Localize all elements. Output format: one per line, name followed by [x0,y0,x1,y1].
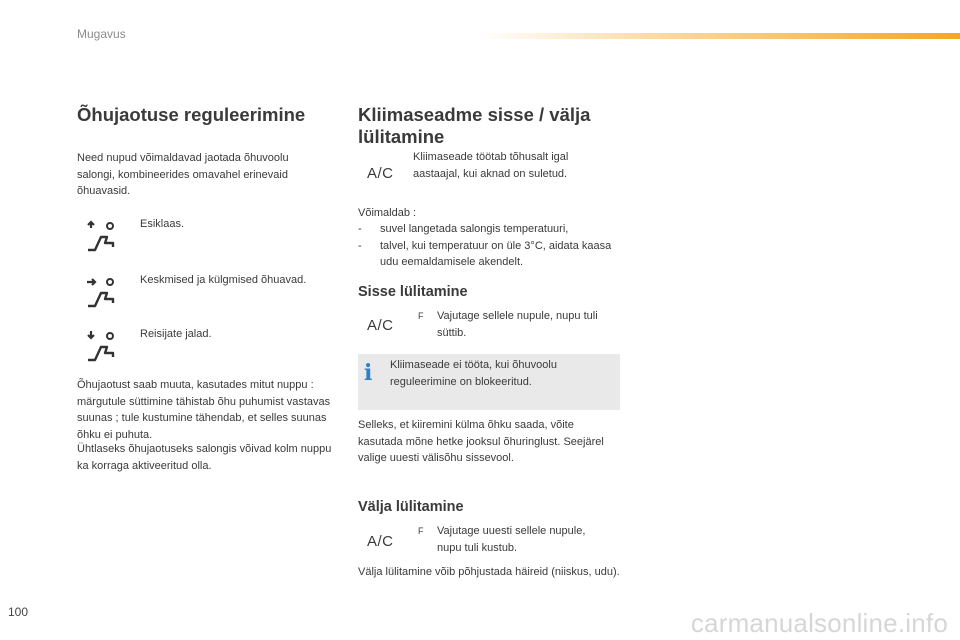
vent-label-footwell: Reisijate jalad. [140,328,212,340]
arrow-bullet-icon: F [418,526,424,536]
windscreen-vent-icon [85,220,125,256]
ac-on-step: F Vajutage sellele nupule, nupu tuli süttib. [418,310,598,339]
ac-button-icon: A/C [367,165,394,182]
airflow-intro: Need nupud võimaldavad jaotada õhuvoolu salongi, kombineerides omavahel erinevaid õhuavasid. [77,152,289,197]
list-item: - suvel langetada salongis temperatuuri, [358,223,569,235]
ac-on-note: Selleks, et kiiremini külma õhku saada, võite kasutada mõne hetke jooksul õhuringlust. Seejärel valige uuesti välisõhu sissevool. [358,419,604,464]
ac-off-note: Välja lülitamine võib põhjustada häireid (niiskus, udu). [358,566,620,578]
ac-off-heading: Välja lülitamine [358,499,464,515]
info-icon: i [364,360,373,386]
info-box [358,354,620,410]
header-accent-bar [480,33,960,39]
ac-button-icon: A/C [367,533,394,550]
airflow-body-2: Ühtlaseks õhujaotuseks salongis võivad kolm nuppu ka korraga aktiveeritud olla. [77,443,332,472]
info-text: Kliimaseade ei tööta, kui õhuvoolu reguleerimine on blokeeritud. [390,359,557,388]
vent-label-windscreen: Esiklaas. [140,218,185,230]
list-item: - talvel, kui temperatuur on üle 3°C, aidata kaasa udu eemaldamisele akendelt. [358,239,612,268]
ac-button-icon: A/C [367,317,394,334]
footwell-vent-icon [85,330,125,366]
ac-allows-label: Võimaldab : [358,207,417,219]
ac-off-step: F Vajutage uuesti sellele nupule, nupu tuli kustub. [418,525,586,554]
vent-label-center: Keskmised ja külgmised õhuavad. [140,274,307,286]
airflow-heading: Õhujaotuse reguleerimine [77,104,306,125]
arrow-bullet-icon: F [418,311,424,321]
watermark: carmanualsonline.info [690,608,948,638]
ac-allows-list [358,221,618,271]
page-number: 100 [8,605,29,619]
airflow-body: Õhujaotust saab muuta, kasutades mitut nuppu : märgutule süttimine tähistab õhu puhumist vastavas suunas ; tule kustumine tähendab, et selles suunas õhku ei puhuta. [77,379,331,441]
section-title: Mugavus [77,27,126,41]
ac-intro: Kliimaseade töötab tõhusalt igal aastaajal, kui aknad on suletud. [413,151,569,180]
center-vent-icon [85,276,125,312]
ac-on-heading: Sisse lülitamine [358,284,468,300]
ac-heading: Kliimaseadme sisse / välja lülitamine [358,104,591,147]
